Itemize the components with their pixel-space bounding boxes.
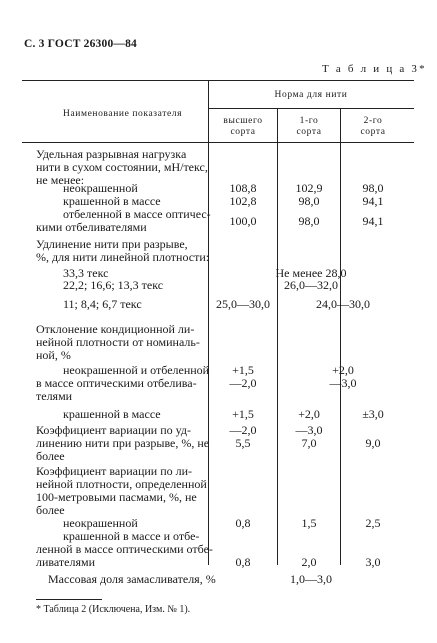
value-grade2: 7,0 <box>301 436 317 450</box>
column-divider-3 <box>340 108 341 565</box>
value-grade3: 94,1 <box>362 214 384 228</box>
value-grade2: 98,0 <box>298 194 320 208</box>
norm-subheader-rule <box>208 108 414 109</box>
footnote-rule <box>36 599 102 600</box>
row-label: кими отбеливателями <box>36 220 147 234</box>
row-label: Массовая доля замасливателя, % <box>48 572 216 586</box>
value-grade3: 2,5 <box>365 516 381 530</box>
page-header: С. 3 ГОСТ 26300—84 <box>24 38 137 50</box>
row-label: Удельная разрывная нагрузка <box>36 147 187 161</box>
value-grade1: 0,8 <box>235 516 251 530</box>
col-header-grade3-line1: 2-го <box>363 116 383 126</box>
row-label: не менее: <box>36 173 85 187</box>
value-grade1: —2,0 <box>229 376 257 390</box>
row-label: отбеленной в массе оптичес- <box>63 207 211 221</box>
col-header-grade3-line2: сорта <box>360 127 386 137</box>
value-grade2: —3,0 <box>295 423 323 437</box>
row-label: более <box>36 503 65 517</box>
value-grade2: +2,0 <box>298 407 320 421</box>
row-label: неокрашенной и отбеленной <box>63 363 210 377</box>
row-label: нити в сухом состоянии, мН/текс, <box>36 160 208 174</box>
value-grade3: 9,0 <box>365 436 381 450</box>
row-label: крашенной в массе и отбе- <box>63 529 200 543</box>
row-label: неокрашенной <box>63 181 138 195</box>
value-grade1: +1,5 <box>232 363 254 377</box>
column-divider-2 <box>277 108 278 565</box>
row-label: линению нити при разрыве, %, не <box>36 436 210 450</box>
value-span: Не менее 28,0 <box>275 266 347 280</box>
value-grade2: 2,0 <box>301 555 317 569</box>
value-grade23: —3,0 <box>329 376 357 390</box>
value-grade1: +1,5 <box>232 407 254 421</box>
value-grade23: +2,0 <box>332 363 354 377</box>
value-grade3: ±3,0 <box>362 407 384 421</box>
row-label: Коэффициент вариации по уд- <box>36 423 191 437</box>
value-grade1: 0,8 <box>235 555 251 569</box>
value-grade1: 100,0 <box>229 214 257 228</box>
table-label: Т а б л и ц а 3* <box>322 63 427 75</box>
column-divider-1 <box>208 80 209 565</box>
row-label: 100-метровыми пасмами, %, не <box>36 490 197 504</box>
row-label: %, для нити линейной плотности: <box>36 250 210 264</box>
col-header-name: Наименование показателя <box>63 109 183 119</box>
row-label: крашенной в массе <box>63 194 161 208</box>
row-label: телями <box>36 389 73 403</box>
row-label: крашенной в массе <box>63 407 161 421</box>
row-label: ной, % <box>36 348 71 362</box>
row-label: Коэффициент вариации по ли- <box>36 464 193 478</box>
row-label: Удлинение нити при разрыве, <box>36 237 188 251</box>
value-grade3: 94,1 <box>362 194 384 208</box>
row-label: ливателями <box>36 555 96 569</box>
value-grade1: 5,5 <box>235 436 251 450</box>
value-grade23: 24,0—30,0 <box>316 297 370 311</box>
row-label: 33,3 текс <box>63 266 109 280</box>
table-top-rule <box>22 80 414 81</box>
row-label: более <box>36 449 65 463</box>
row-label: 11; 8,4; 6,7 текс <box>63 297 142 311</box>
row-label: неокрашенной <box>63 516 138 530</box>
col-header-grade1-line1: высшего <box>223 116 263 126</box>
value-grade2: 98,0 <box>298 214 320 228</box>
row-label: 22,2; 16,6; 13,3 текс <box>63 278 164 292</box>
row-label: нейной плотности, определенной <box>36 477 207 491</box>
col-header-grade1-line2: сорта <box>230 127 256 137</box>
value-grade3: 98,0 <box>362 181 384 195</box>
value-grade1: 25,0—30,0 <box>216 297 270 311</box>
value-grade1: —2,0 <box>229 423 257 437</box>
value-grade3: 3,0 <box>365 555 381 569</box>
value-grade1: 108,8 <box>229 181 257 195</box>
value-grade2: 1,5 <box>301 516 317 530</box>
value-span: 26,0—32,0 <box>284 278 338 292</box>
col-header-grade2-line2: сорта <box>296 127 322 137</box>
footnote: * Таблица 2 (Исключена, Изм. № 1). <box>36 604 191 615</box>
col-header-grade2-line1: 1-го <box>299 116 319 126</box>
row-label: Отклонение кондиционной ли- <box>36 322 195 336</box>
value-grade2: 102,9 <box>295 181 323 195</box>
col-header-norm: Норма для нити <box>274 90 348 100</box>
row-label: ленной в массе оптическими отбе- <box>36 542 213 556</box>
row-label: в массе оптическими отбелива- <box>36 376 197 390</box>
value-grade1: 102,8 <box>229 194 257 208</box>
row-label: нейной плотности от номиналь- <box>36 335 200 349</box>
header-bottom-rule <box>22 142 414 143</box>
value-span: 1,0—3,0 <box>290 572 332 586</box>
